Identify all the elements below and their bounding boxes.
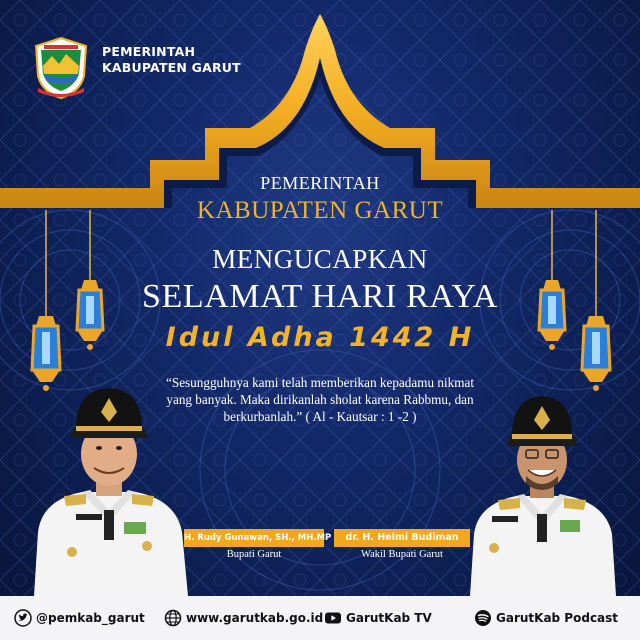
quran-quote: “Sesungguhnya kami telah memberikan kepadamu nikmat yang banyak. Maka dirikanlah sholat karena Rabbmu, dan berkurbanlah.” ( Al - Kautsar : 1 -2 ) (166, 375, 474, 424)
header-line-2: KABUPATEN GARUT (102, 60, 241, 75)
official-name-left: H. Rudy Gunawan, SH., MH.MP (184, 529, 324, 547)
footer-podcast[interactable] (474, 608, 618, 628)
greeting-line-3: MENGUCAPKAN (212, 244, 428, 274)
greeting-line-2: KABUPATEN GARUT (196, 197, 444, 224)
header-line-1: PEMERINTAH (102, 44, 196, 59)
greeting-line-4: SELAMAT HARI RAYA (142, 278, 498, 315)
globe-icon (164, 609, 182, 627)
footer-twitter[interactable] (14, 608, 145, 628)
podcast-name: GarutKab Podcast (496, 611, 619, 625)
official-portrait-left (24, 382, 194, 596)
spotify-icon (474, 609, 492, 627)
website-url: www.garutkab.go.id (186, 611, 324, 625)
footer-website[interactable] (164, 608, 323, 628)
footer-youtube[interactable] (324, 608, 432, 628)
official-role-right: Wakil Bupati Garut (361, 549, 443, 560)
greeting-line-5: Idul Adha 1442 H (165, 322, 475, 353)
header-title (102, 44, 241, 76)
official-portrait-right (462, 388, 622, 596)
twitter-icon (14, 609, 32, 627)
official-name-right: dr. H. Helmi Budiman (334, 529, 470, 547)
official-role-left: Bupati Garut (226, 549, 282, 560)
coat-of-arms-icon (34, 36, 88, 100)
greeting-line-1: PEMERINTAH (260, 173, 380, 193)
youtube-icon (324, 609, 342, 627)
twitter-handle: @pemkab_garut (36, 611, 145, 625)
youtube-channel: GarutKab TV (346, 611, 432, 625)
footer-bar (0, 596, 640, 640)
